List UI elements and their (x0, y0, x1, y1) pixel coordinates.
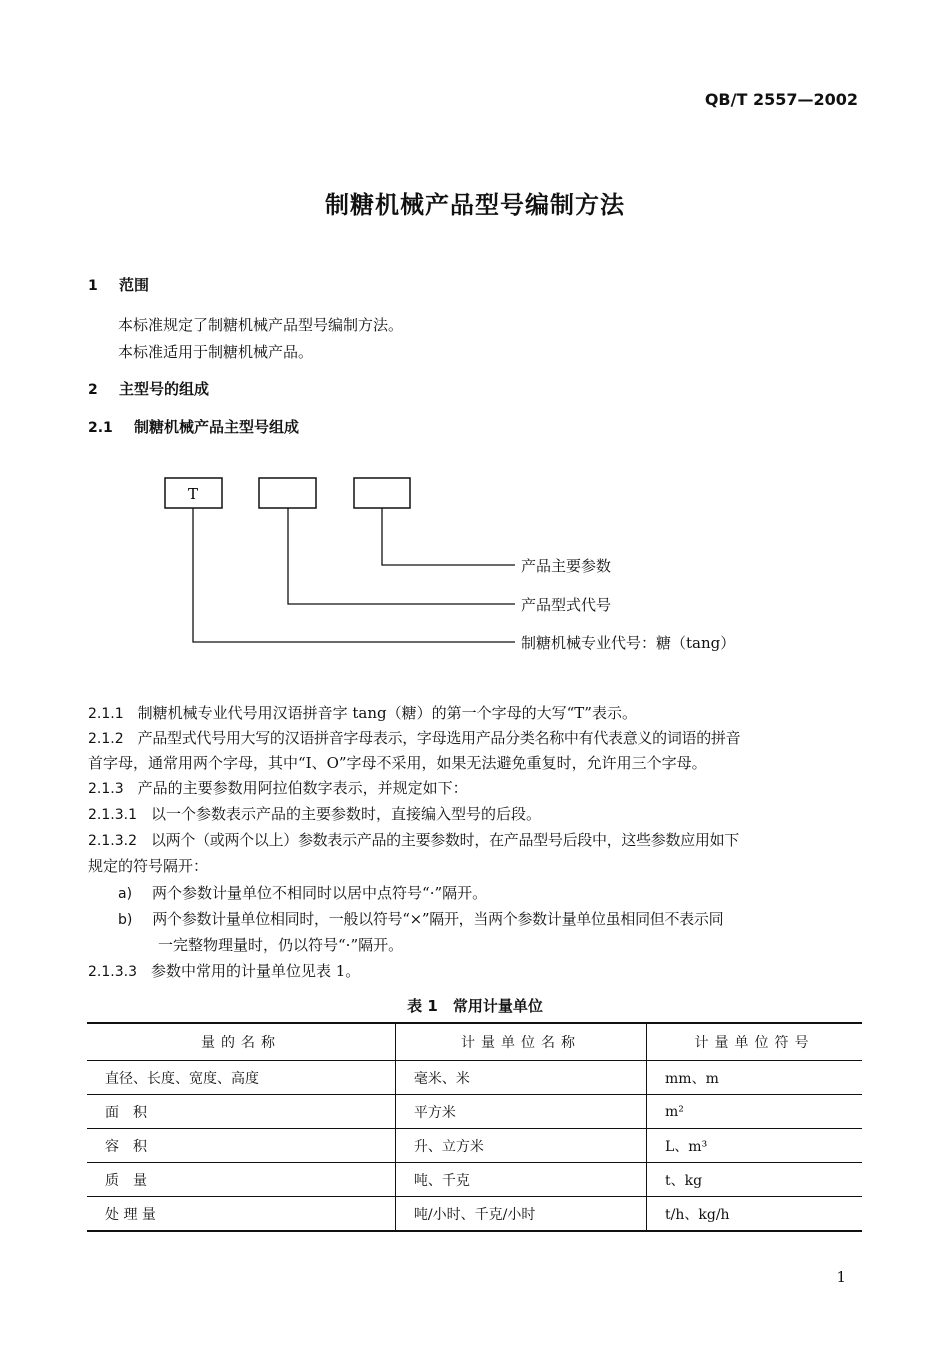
clause-number: 2.1.3.1 (88, 807, 137, 823)
connector-type (288, 508, 515, 604)
table-header-cell: 量的名称 (87, 1023, 395, 1061)
table-cell: 容 积 (87, 1129, 395, 1163)
table-cell: 平方米 (395, 1095, 646, 1129)
section-title: 范围 (118, 276, 149, 294)
section-2-heading (88, 378, 209, 399)
clause-2-1-3 (88, 777, 468, 798)
table-cell: 升、立方米 (395, 1129, 646, 1163)
diagram-box-code-text: T (187, 485, 199, 503)
section-1-heading (88, 274, 149, 295)
clause-number: 2.1.2 (88, 731, 124, 747)
table-header-cell: 计量单位名称 (395, 1023, 646, 1061)
clause-2-1-3-3 (88, 960, 360, 981)
connector-code (193, 508, 515, 642)
clause-number: 2.1.3 (88, 781, 124, 797)
paragraph: 本标准适用于制糖机械产品。 (118, 343, 314, 361)
clause-text: 产品型式代号用大写的汉语拼音字母表示，字母选用产品分类名称中有代表意义的词语的拼音 (137, 729, 741, 747)
table-cell: 直径、长度、宽度、高度 (87, 1061, 395, 1095)
diagram-label-type: 产品型式代号 (521, 596, 612, 614)
section-title: 主型号的组成 (118, 380, 209, 398)
units-table (87, 1022, 862, 1232)
page-number: 1 (836, 1268, 846, 1286)
table-cell: t、kg (647, 1163, 862, 1197)
table-caption: 表 1 常用计量单位 (407, 997, 543, 1015)
connector-param (382, 508, 515, 565)
list-text: 两个参数计量单位不相同时以居中点符号“·”隔开。 (152, 884, 488, 902)
clause-text: 制糖机械专业代号用汉语拼音字 tang（糖）的第一个字母的大写“T”表示。 (137, 704, 637, 722)
table-cell: 处 理 量 (87, 1197, 395, 1232)
table-cell: t/h、kg/h (647, 1197, 862, 1232)
table-cell: 质 量 (87, 1163, 395, 1197)
diagram-label-param: 产品主要参数 (521, 557, 612, 575)
clause-number: 2.1.3.2 (88, 833, 137, 849)
table-cell: 面 积 (87, 1095, 395, 1129)
table-row (87, 1095, 862, 1129)
section-number: 1 (88, 278, 98, 294)
diagram-label-code: 制糖机械专业代号：糖（tang） (521, 634, 736, 652)
section-number: 2.1 (88, 420, 113, 436)
list-item-a (118, 882, 487, 903)
clause-number: 2.1.1 (88, 706, 124, 722)
section-number: 2 (88, 382, 98, 398)
clause-text-continued: 规定的符号隔开： (88, 857, 209, 875)
list-item-b (118, 908, 723, 929)
diagram-box-param (354, 478, 410, 508)
model-diagram (160, 470, 560, 660)
list-text: 两个参数计量单位相同时，一般以符号“×”隔开，当两个参数计量单位虽相同但不表示同 (152, 910, 724, 928)
clause-2-1-3-2 (88, 829, 739, 850)
list-marker: a) (118, 886, 133, 902)
clause-text: 参数中常用的计量单位见表 1。 (150, 962, 361, 980)
section-title: 制糖机械产品主型号组成 (134, 418, 300, 436)
table-row (87, 1197, 862, 1232)
clause-text: 以两个（或两个以上）参数表示产品的主要参数时，在产品型号后段中，这些参数应用如下 (150, 831, 739, 849)
list-text-continued: 一完整物理量时，仍以符号“·”隔开。 (158, 936, 404, 954)
clause-2-1-3-1 (88, 803, 541, 824)
clause-text: 以一个参数表示产品的主要参数时，直接编入型号的后段。 (150, 805, 541, 823)
table-header-row (87, 1023, 862, 1061)
table-cell: m² (647, 1095, 862, 1129)
table-cell: 毫米、米 (395, 1061, 646, 1095)
paragraph: 本标准规定了制糖机械产品型号编制方法。 (118, 316, 404, 334)
table-cell: mm、m (647, 1061, 862, 1095)
clause-text-continued: 首字母，通常用两个字母，其中“I、O”字母不采用，如果无法避免重复时，允许用三个字母。 (88, 754, 707, 772)
table-cell: L、m³ (647, 1129, 862, 1163)
clause-2-1-1 (88, 702, 637, 723)
clause-number: 2.1.3.3 (88, 964, 137, 980)
clause-text: 产品的主要参数用阿拉伯数字表示，并规定如下： (137, 779, 468, 797)
list-marker: b) (118, 912, 133, 928)
standard-number: QB/T 2557—2002 (704, 90, 858, 109)
table-row (87, 1061, 862, 1095)
table-cell: 吨/小时、千克/小时 (395, 1197, 646, 1232)
table-row (87, 1129, 862, 1163)
table-cell: 吨、千克 (395, 1163, 646, 1197)
table-row (87, 1163, 862, 1197)
clause-2-1-2 (88, 727, 740, 748)
section-2-1-heading (88, 416, 299, 437)
page-title: 制糖机械产品型号编制方法 (325, 191, 625, 219)
table-header-cell: 计量单位符号 (647, 1023, 862, 1061)
diagram-box-type (259, 478, 316, 508)
